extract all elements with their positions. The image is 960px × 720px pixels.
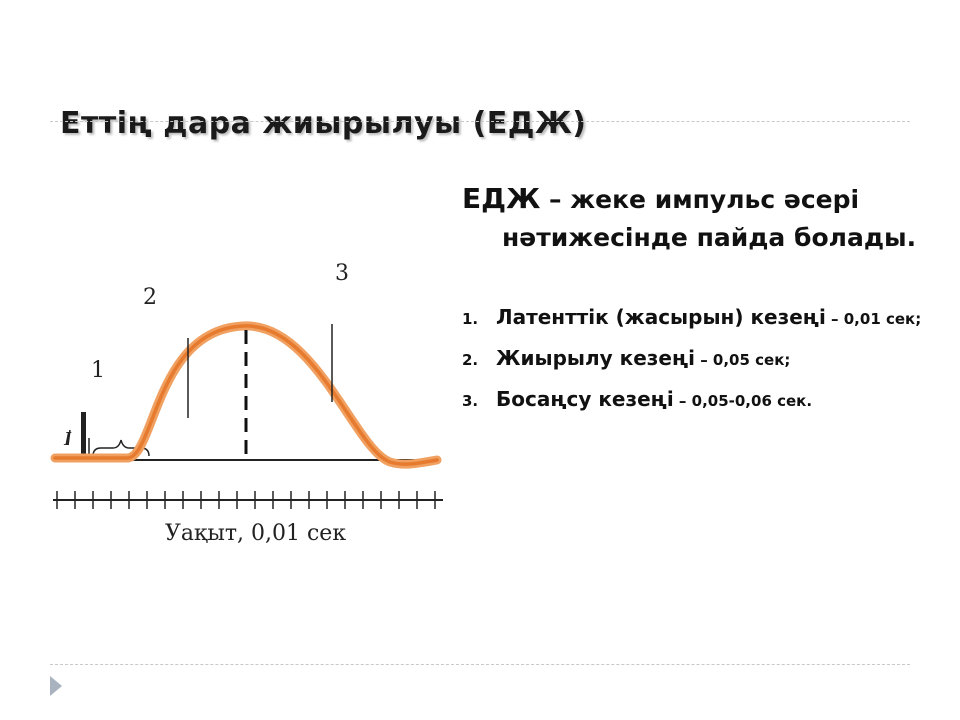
time-axis-label: Уақыт, 0,01 сек	[165, 521, 347, 546]
slide-nav-arrow-icon	[50, 676, 62, 696]
list-item-value: – 0,05-0,06 сек.	[673, 392, 813, 410]
stimulus-marker	[81, 412, 86, 460]
list-item-text: Латенттік (жасырын) кезеңі	[496, 305, 826, 329]
stimulus-label: I	[64, 429, 72, 450]
list-item-value: – 0,05 сек;	[694, 351, 791, 369]
list-item-text: Жиырылу кезеңі	[496, 346, 695, 370]
phase-list	[462, 301, 922, 418]
list-item	[462, 342, 922, 377]
list-item-text: Босаңсу кезеңі	[496, 387, 674, 411]
phase-label-2: 2	[143, 285, 157, 310]
description	[462, 180, 922, 424]
list-item	[462, 383, 922, 418]
phase-label-1: 1	[91, 358, 105, 383]
page-title: Еттің дара жиырылуы (ЕДЖ)	[60, 106, 587, 141]
footer-divider	[50, 664, 910, 665]
twitch-diagram	[45, 250, 445, 550]
list-item-value: – 0,01 сек;	[825, 310, 922, 328]
list-item-number: 3.	[462, 392, 479, 410]
list-item	[462, 301, 922, 336]
lead-text: – жеке импульс әсері нәтижесінде пайда болады.	[502, 185, 917, 252]
phase-label-3: 3	[335, 261, 349, 286]
lead-paragraph	[462, 180, 922, 257]
list-item-number: 2.	[462, 351, 479, 369]
lead-term: ЕДЖ	[462, 182, 541, 215]
title-divider	[50, 121, 910, 122]
list-item-number: 1.	[462, 310, 479, 328]
